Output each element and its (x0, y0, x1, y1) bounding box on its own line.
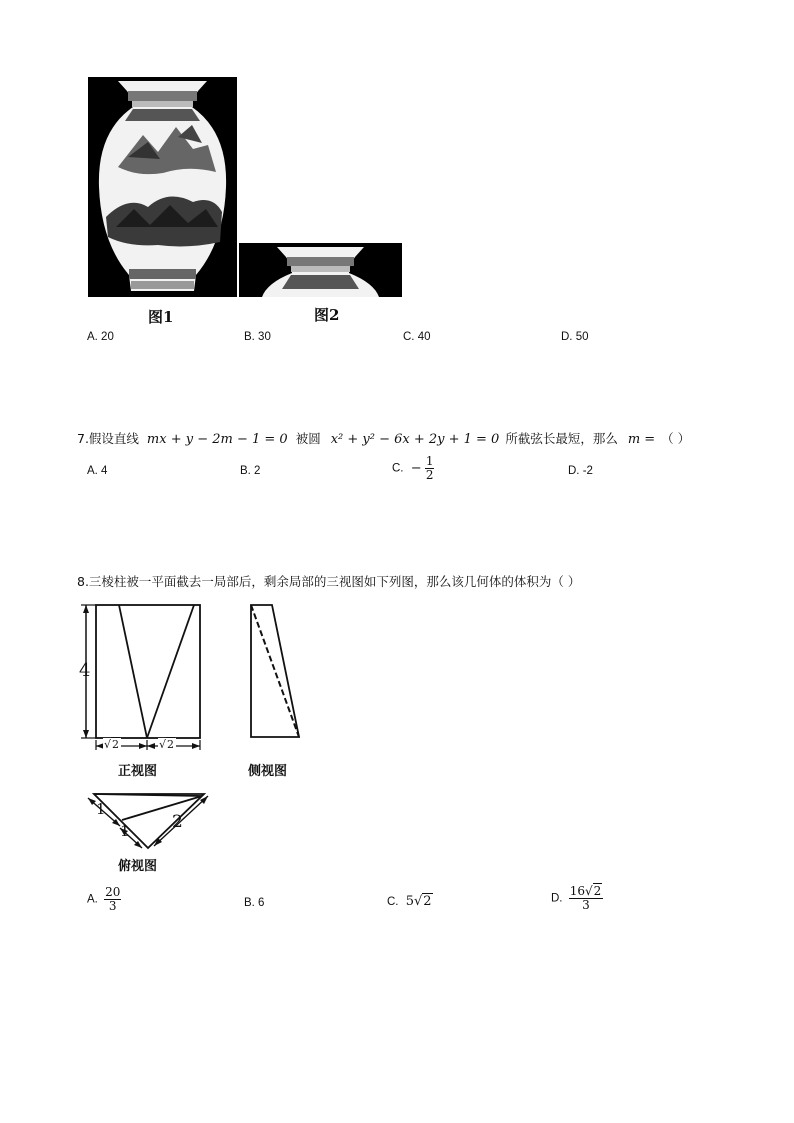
top-view-dim-2: 2 (172, 812, 183, 832)
q7-circle-equation: x² + y² − 6x + 2y + 1 = 0 (330, 432, 500, 447)
q8-option-b[interactable]: B. 6 (244, 897, 265, 909)
front-view-diagram (76, 600, 206, 752)
q7-suffix: 所截弦长最短，那么 (505, 431, 618, 446)
vase-illustration-2 (239, 243, 402, 297)
q8-option-a-denominator: 3 (108, 899, 117, 913)
q7-option-a[interactable]: A. 4 (87, 465, 108, 477)
q8-option-d[interactable] (551, 885, 603, 912)
q8-option-c-prefix: C. (387, 896, 399, 908)
figure-2-label: 图2 (314, 306, 340, 324)
top-view-label: 俯视图 (118, 859, 158, 874)
q7-option-c-denominator: 2 (425, 468, 434, 482)
q8-option-d-denominator: 3 (582, 898, 590, 912)
vase-figure-2 (239, 243, 402, 297)
front-view-width-left: √2 (104, 738, 120, 751)
q6-option-c[interactable]: C. 40 (403, 331, 431, 343)
top-view-dim-1b: 1 (120, 822, 130, 840)
top-view-triangle (94, 794, 204, 848)
q7-mid: 被圆 (295, 431, 321, 446)
q7-option-c-fraction (425, 455, 435, 482)
q7-option-c-sign: − (410, 460, 422, 476)
q7-option-c[interactable] (392, 455, 434, 482)
q7-prefix: 7.假设直线 (77, 431, 139, 446)
q8-option-a-prefix: A. (87, 893, 98, 906)
side-view-diagram (246, 600, 306, 742)
side-view-hidden-edge (251, 605, 299, 737)
q8-option-c[interactable] (387, 894, 433, 909)
top-view-dim-1a: 1 (96, 800, 106, 818)
q8-option-d-numerator: 16√2 (569, 884, 602, 898)
q8-option-a-fraction (104, 886, 121, 913)
q7-line-equation: mx + y − 2m − 1 = 0 (146, 432, 288, 447)
vase-figure-1 (88, 77, 237, 297)
q7-question (77, 429, 690, 447)
q8-option-a-numerator: 20 (105, 885, 121, 899)
front-view-rect (96, 605, 200, 738)
q6-option-a[interactable]: A. 20 (87, 331, 114, 343)
q7-variable: m = (627, 432, 656, 447)
figure-1-label: 图1 (148, 308, 174, 326)
q7-option-c-prefix: C. (392, 462, 404, 475)
q6-option-b[interactable]: B. 30 (244, 331, 271, 343)
q8-option-a[interactable] (87, 886, 121, 913)
q8-question: 8.三棱柱被一平面截去一局部后，剩余局部的三视图如下列图，那么该几何体的体积为（ ） (77, 574, 581, 589)
front-view-left-edge (119, 605, 147, 738)
front-view-label: 正视图 (118, 764, 158, 779)
front-view-height-label: 4 (79, 660, 91, 681)
q7-option-c-numerator: 1 (425, 454, 434, 468)
q7-option-d[interactable]: D. -2 (568, 465, 593, 477)
q7-option-b[interactable]: B. 2 (240, 465, 261, 477)
q7-paren: （ ） (661, 431, 691, 446)
top-view-diagram (84, 784, 214, 854)
side-view-label: 侧视图 (248, 764, 288, 779)
front-view-right-edge (147, 605, 194, 738)
vase-illustration-1 (88, 77, 237, 297)
q6-option-d[interactable]: D. 50 (561, 331, 589, 343)
q8-option-d-fraction (569, 885, 604, 912)
q8-option-c-value: 5√2 (405, 894, 432, 909)
q8-option-d-prefix: D. (551, 892, 563, 905)
front-view-width-right: √2 (159, 738, 175, 751)
